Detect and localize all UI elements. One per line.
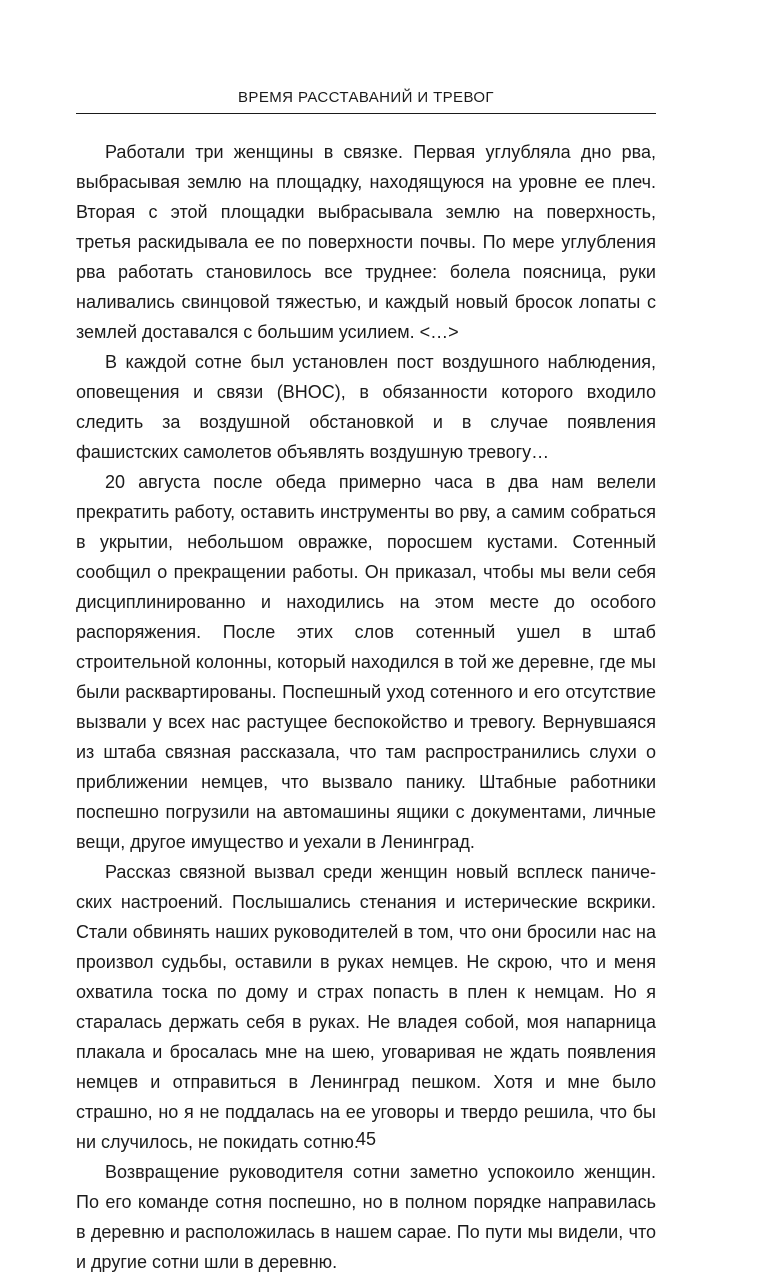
body-text: [76, 137, 656, 1277]
running-head: ВРЕМЯ РАССТАВАНИЙ И ТРЕВОГ: [238, 89, 494, 106]
paragraph: В каждой сотне был установлен пост воздушного наблюдения, оповещения и связи (ВНОС), в обязанности которого входило следить за воздушной обстановкой и в случае появления фашистских самолетов объявлять воздушную тревогу…: [76, 352, 656, 462]
paragraph: Рассказ связной вызвал среди женщин новый всплеск панических настроений. Послышались стенания и истерические вскрики. Стали обвинять наших руководителей в том, что они бросили нас на произвол судьбы, оставили в руках немцев. Не скрою, что и меня охватила тоска по дому и страх попасть в плен к немцам. Но я старалась держать себя в руках. Не владея собой, моя напарница плакала и бросалась мне на шею, уговаривая не ждать появления немцев и отправиться в Ленинград пешком. Хотя и мне было страшно, но я не поддалась на ее уговоры и твердо решила, что бы ни случилось, не покидать сотню.: [76, 862, 656, 1152]
paragraph: 20 августа после обеда примерно часа в два нам велели прекратить работу, оставить инструменты во рву, а самим собраться в укрытии, небольшом овражке, поросшем кустами. Сотенный сообщил о прекращении работы. Он приказал, чтобы мы вели себя дисциплинированно и находились на этом месте до особого распоряжения. После этих слов сотенный ушел в штаб строительной колонны, который находился в той же деревне, где мы были расквартированы. Поспешный уход сотенного и его отсутствие вызвали у всех нас растущее беспокойство и тревогу. Вернувшаяся из штаба связная рассказала, что там распространились слухи о приближении немцев, что вызвало панику. Штабные работники поспешно погрузили на автомашины ящики с документами, личные вещи, другое имущество и уехали в Ленинград.: [76, 472, 656, 852]
page-number: 45: [355, 1129, 377, 1149]
paragraph: Работали три женщины в связке. Первая углубляла дно рва, выбрасывая землю на площадку, находящуюся на уровне ее плеч. Вторая с этой площадки выбрасывала землю на поверхность, третья раскидывала ее по поверхности почвы. По мере углубления рва работать становилось все труднее: болела поясница, руки наливались свинцовой тяжестью, и каждый новый бросок лопаты с землей доставался с большим усилием. <…>: [76, 142, 656, 342]
paragraph: Возвращение руководителя сотни заметно успокоило женщин. По его команде сотня поспешно, но в полном порядке направилась в деревню и расположилась в нашем сарае. По пути мы видели, что и другие сотни шли в деревню.: [76, 1162, 656, 1272]
header-rule: [76, 113, 656, 114]
